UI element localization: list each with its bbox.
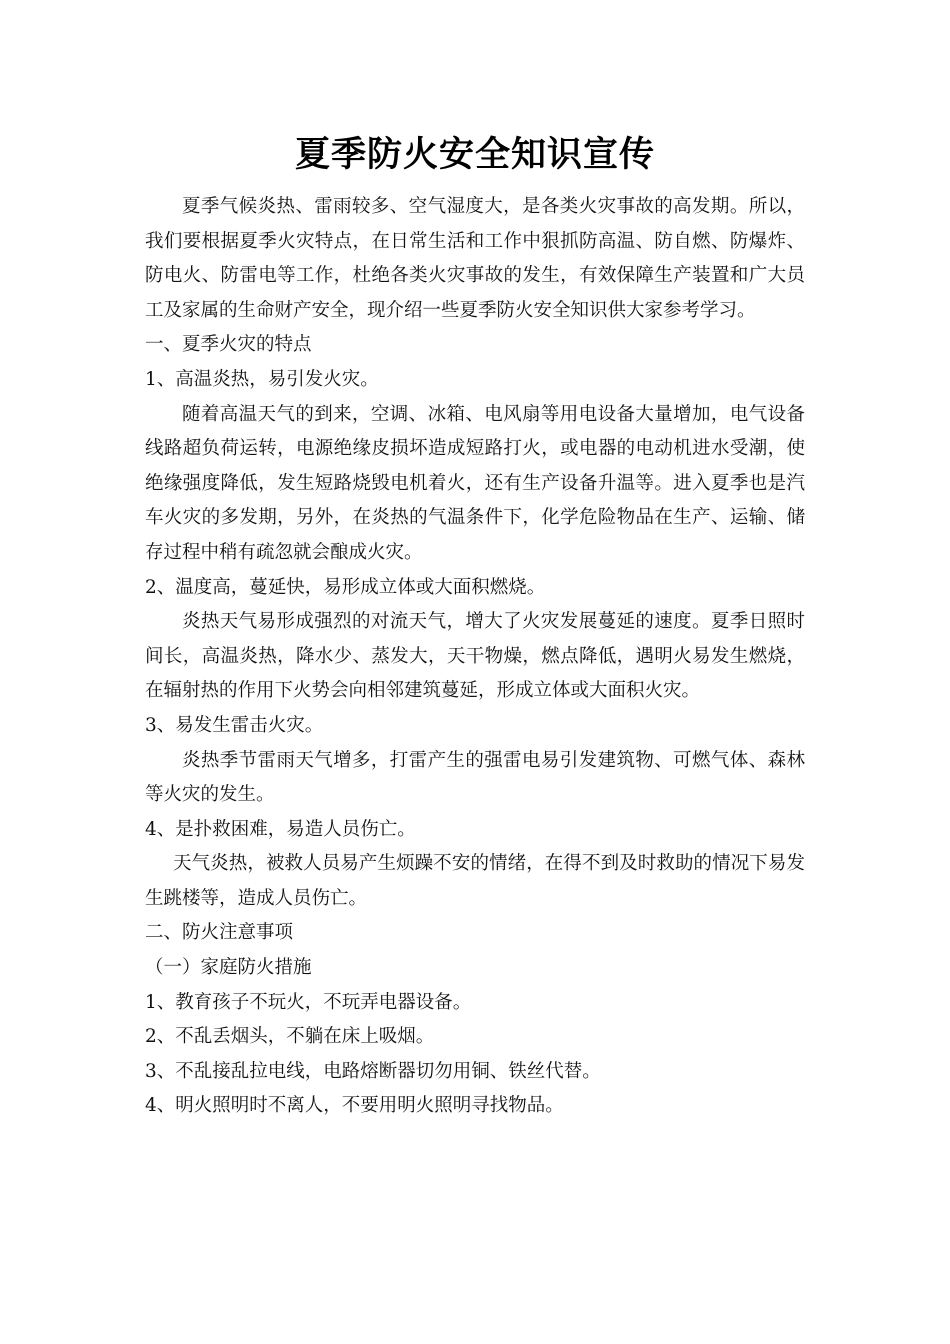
intro-paragraph: 夏季气候炎热、雷雨较多、空气湿度大，是各类火灾事故的高发期。所以，我们要根据夏季火灾特点，在日常生活和工作中狠抓防高温、防自燃、防爆炸、防电火、防雷电等工作，杜绝各类火灾事故的发生，有效保障生产装置和广大员工及家属的生命财产安全，现介绍一些夏季防火安全知识供大家参考学习。 xyxy=(145,196,805,321)
paragraph-rapid-spread: 炎热天气易形成强烈的对流天气，增大了火灾发展蔓延的速度。夏季日照时间长，高温炎热，降水少、蒸发大，天干物燥，燃点降低，遇明火易发生燃烧，在辐射热的作用下火势会向相邻建筑蔓延，形成立体或大面积火灾。 xyxy=(145,611,805,702)
paragraph-high-temperature: 随着高温天气的到来，空调、冰箱、电风扇等用电设备大量增加，电气设备线路超负荷运转，电源绝缘皮损坏造成短路打火，或电器的电动机进水受潮，使绝缘强度降低，发生短路烧毁电机着火，还有生产设备升温等。进入夏季也是汽车火灾的多发期，另外，在炎热的气温条件下，化学危险物品在生产、运输、储存过程中稍有疏忽就会酿成火灾。 xyxy=(145,403,805,563)
document-title: 夏季防火安全知识宣传 xyxy=(294,135,655,175)
paragraph-rescue-difficulty: 天气炎热，被救人员易产生烦躁不安的情绪，在得不到及时救助的情况下易发生跳楼等，造成人员伤亡。 xyxy=(145,853,805,909)
subheading-lightning-fire: 3、易发生雷击火灾。 xyxy=(145,714,324,736)
subheading-rapid-spread: 2、温度高，蔓延快，易形成立体或大面积燃烧。 xyxy=(145,576,546,598)
list-item-home-measure-3: 3、不乱接乱拉电线，电路熔断器切勿用铜、铁丝代替。 xyxy=(145,1060,601,1082)
paragraph-lightning-fire: 炎热季节雷雨天气增多，打雷产生的强雷电易引发建筑物、可燃气体、森林等火灾的发生。 xyxy=(145,749,805,806)
subheading-home-fire-measures: （一）家庭防火措施 xyxy=(145,957,312,979)
document-body xyxy=(145,190,805,1124)
section-heading-fire-characteristics: 一、夏季火灾的特点 xyxy=(145,334,312,356)
list-item-home-measure-2: 2、不乱丢烟头，不躺在床上吸烟。 xyxy=(145,1026,435,1048)
subheading-rescue-difficulty: 4、是扑救困难，易造人员伤亡。 xyxy=(145,818,416,840)
list-item-home-measure-1: 1、教育孩子不玩火，不玩弄电器设备。 xyxy=(145,991,472,1013)
subheading-high-temperature: 1、高温炎热，易引发火灾。 xyxy=(145,368,379,390)
section-heading-fire-precautions: 二、防火注意事项 xyxy=(145,922,294,944)
list-item-home-measure-4: 4、明火照明时不离人，不要用明火照明寻找物品。 xyxy=(145,1095,564,1117)
